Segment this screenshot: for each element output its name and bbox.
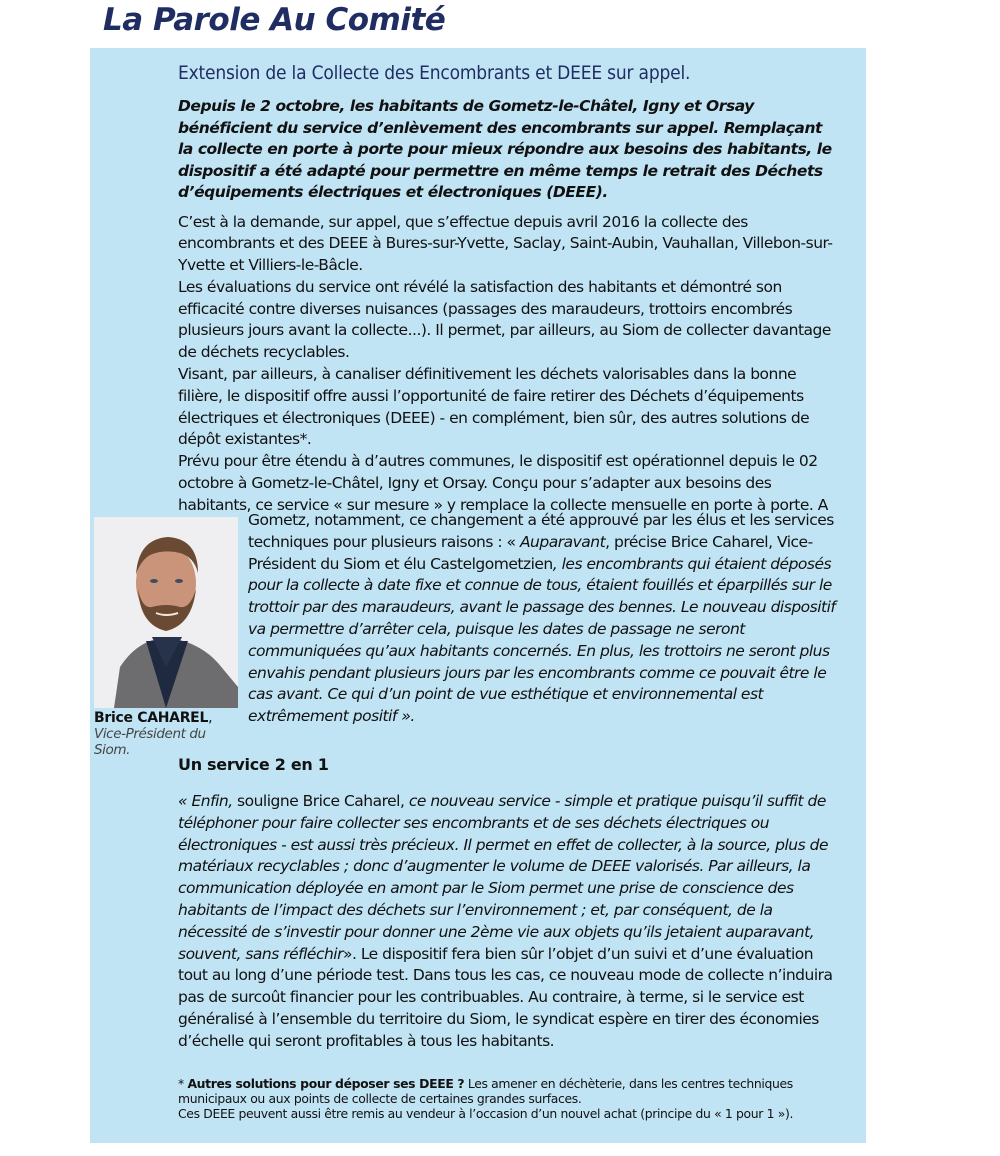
section-quote-body: ce nouveau service - simple et pratique puisqu’il suffit de téléphoner pour faire collecter ses encombrants et de ses déchets électriques ou électroniques - est aussi très précieux. Il permet en effet de collecter, à la source, plus de matériaux recyclables ; donc d’augmenter le volume de DEEE valorisés. Par ailleurs, la communication déployée en amont par le Siom permet une prise de conscience des habitants de l’impact des déchets sur l’environnement ; et, par conséquent, de la nécessité de s’investir pour donner une 2ème vie aux objets qu’ils jetaient auparavant, souvent, sans réfléchir [178,792,828,963]
footnote [178,1076,838,1121]
quote-start: Auparavant [519,532,606,551]
section-paragraph [178,791,838,1053]
portrait-block [94,517,242,758]
footnote-text: Les amener en déchèterie, dans les centres techniques municipaux ou aux points de collecte de certaines grandes surfaces. [178,1076,793,1106]
footnote-line-1 [178,1076,838,1106]
person-name: Brice CAHAREL [94,710,209,726]
section-title: Un service 2 en 1 [178,755,329,774]
section-text [178,791,838,1053]
section-quote-close: ». Le dispositif fera bien sûr l’objet d’un suivi et d’une évaluation tout au long d’une période test. Dans tous les cas, ce nouveau mode de collecte n’induira pas de surcoût financier pour les contribuables. Au contraire, à terme, si le service est généralisé à l’ensemble du territoire du Siom, le syndicat espère en tirer des économies d’échelle qui seront profitables à tous les habitants. [178,944,833,1050]
section-quote-open: « Enfin, [178,792,233,810]
quote-rest: , les encombrants qui étaient déposés pour la collecte à date fixe et connue de tous, étaient fouillés et éparpillés sur le trottoir par des maraudeurs, avant le passage des bennes. Le nouveau dispositif va permettre d’arrêter cela, puisque les dates de passage ne seront communiquées qu’aux habitants concernés. En plus, les trottoirs ne seront plus envahis pendant plusieurs jours par les encombrants comme ce pouvait être le cas avant. Ce qui d’un point de vue esthétique et environnemental est extrêmement positif ». [248,554,836,726]
section-speaker: souligne Brice Caharel, [232,792,409,810]
quote-text [248,510,848,728]
article-paragraphs [178,212,838,517]
footnote-line-2: Ces DEEE peuvent aussi être remis au vendeur à l’occasion d’un nouvel achat (principe du « 1 pour 1 »). [178,1106,794,1121]
paragraph: Visant, par ailleurs, à canaliser définitivement les déchets valorisables dans la bonne filière, le dispositif offre aussi l’opportunité de faire retirer des Déchets d’équipements électriques et électroniques (DEEE) - en complément, bien sûr, des autres solutions de dépôt existantes*. [178,365,810,449]
article-lead: Depuis le 2 octobre, les habitants de Gometz-le-Châtel, Igny et Orsay bénéficient du service d’enlèvement des encombrants sur appel. Remplaçant la collecte en porte à porte pour mieux répondre aux besoins des habitants, le dispositif a été adapté pour permettre en même temps le retrait des Déchets d’équipements électriques et électroniques (DEEE). [178,97,832,201]
name-comma: , [208,710,213,726]
page-title: La Parole Au Comité [103,2,446,38]
portrait-caption-name [94,710,242,726]
article-body [178,62,838,517]
article-title: Extension de la Collecte des Encombrants et DEEE sur appel. [178,62,691,84]
quote-attribution: , précise Brice Caharel, Vice-Président du Siom et élu Castelgometzien [248,532,813,573]
footnote-star: * [178,1076,188,1091]
paragraph: Prévu pour être étendu à d’autres communes, le dispositif est opérationnel depuis le 02 octobre à Gometz-le-Châtel, Igny et Orsay. Conçu pour s’adapter aux besoins des habitants, ce service « sur mesure » y remplace la collecte mensuelle en porte à porte. A [178,452,828,514]
footnote-heading: Autres solutions pour déposer ses DEEE ? [187,1076,465,1091]
quote-paragraph [248,510,848,728]
article-box [90,48,866,1143]
paragraph: Les évaluations du service ont révélé la satisfaction des habitants et démontré son efficacité contre diverses nuisances (passages des maraudeurs, trottoirs encombrés plusieurs jours avant la collecte...). Il permet, par ailleurs, au Siom de collecter davantage de déchets recyclables. [178,277,831,362]
portrait-caption-role: Vice-Président du Siom. [94,726,206,758]
paragraph: C’est à la demande, sur appel, que s’effectue depuis avril 2016 la collecte des encombrants et des DEEE à Bures-sur-Yvette, Saclay, Saint-Aubin, Vauhallan, Villebon-sur-Yvette et Villiers-le-Bâcle. [178,212,833,275]
quote-intro: Gometz, notamment, ce changement a été approuvé par les élus et les services techniques pour plusieurs raisons : « [248,511,834,551]
portrait-photo [94,517,238,708]
